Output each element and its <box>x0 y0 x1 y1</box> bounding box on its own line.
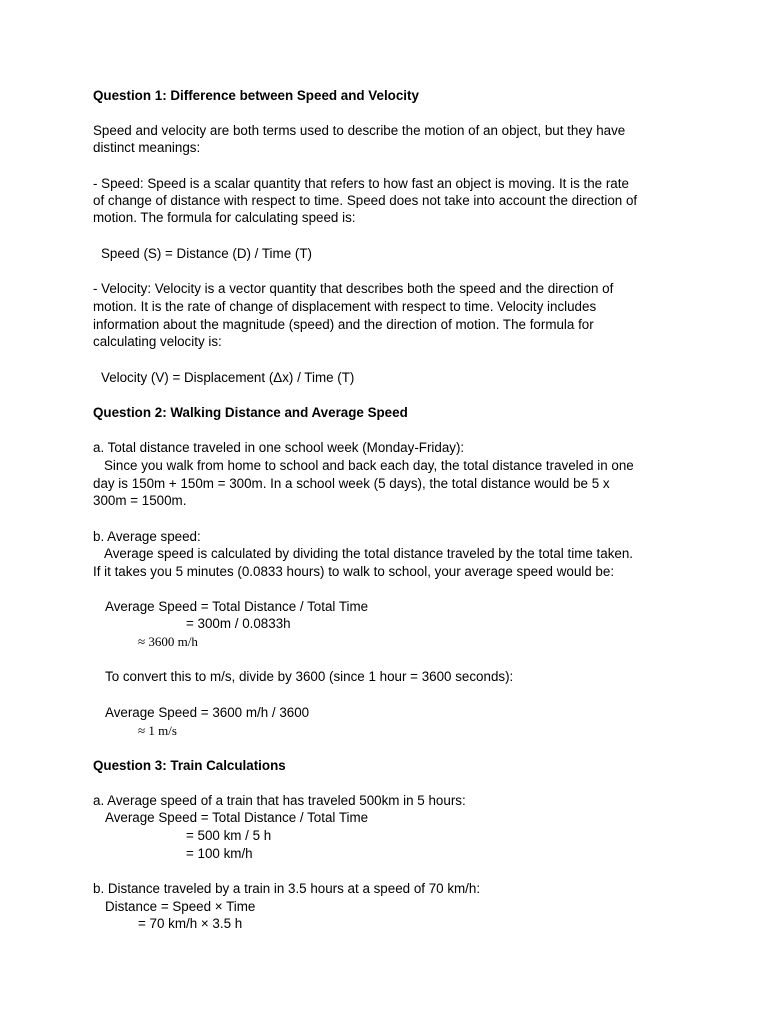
speed-formula: Speed (S) = Distance (D) / Time (T) <box>101 246 312 261</box>
q1-speed-line-3: motion. The formula for calculating speed is: <box>93 210 356 225</box>
q3-a-line-3: = 100 km/h <box>186 846 253 861</box>
q1-velocity-line-4: calculating velocity is: <box>93 334 222 349</box>
q2-b-line-2: If it takes you 5 minutes (0.0833 hours) to walk to school, your average speed would be: <box>93 564 615 579</box>
q1-velocity-line-2: motion. It is the rate of change of displacement with respect to time. Velocity includes <box>93 299 597 314</box>
q1-heading: Question 1: Difference between Speed and Velocity <box>93 88 419 103</box>
q2-a-line-3: 300m = 1500m. <box>93 493 187 508</box>
q3-a-title: a. Average speed of a train that has traveled 500km in 5 hours: <box>93 793 466 808</box>
q2-a-title: a. Total distance traveled in one school week (Monday-Friday): <box>93 440 465 455</box>
q2-a-line-2: day is 150m + 150m = 300m. In a school week (5 days), the total distance would be 5 x <box>93 476 610 491</box>
q3-b-title: b. Distance traveled by a train in 3.5 hours at a speed of 70 km/h: <box>93 881 481 896</box>
q1-velocity-line-3: information about the magnitude (speed) and the direction of motion. The formula for <box>93 317 594 332</box>
q3-b-line-2: = 70 km/h × 3.5 h <box>138 916 243 931</box>
q1-speed-line-1: - Speed: Speed is a scalar quantity that refers to how fast an object is moving. It is the rate <box>93 176 629 191</box>
q3-heading: Question 3: Train Calculations <box>93 758 286 773</box>
velocity-formula: Velocity (V) = Displacement (Δx) / Time (T) <box>101 370 355 385</box>
q2-convert-line: To convert this to m/s, divide by 3600 (since 1 hour = 3600 seconds): <box>105 669 514 684</box>
q2-calc-line-2: = 300m / 0.0833h <box>186 616 291 631</box>
q1-intro-line-1: Speed and velocity are both terms used to describe the motion of an object, but they have <box>93 123 626 138</box>
q2-calc-line-1: Average Speed = Total Distance / Total Time <box>105 599 369 614</box>
q1-velocity-line-1: - Velocity: Velocity is a vector quantity that describes both the speed and the direction of <box>93 281 614 296</box>
q1-intro-line-2: distinct meanings: <box>93 140 201 155</box>
q2-heading: Question 2: Walking Distance and Average Speed <box>93 405 408 420</box>
q3-b-line-1: Distance = Speed × Time <box>105 899 256 914</box>
q1-speed-line-2: of change of distance with respect to time. Speed does not take into account the direction of <box>93 193 638 208</box>
q3-a-line-1: Average Speed = Total Distance / Total Time <box>105 810 369 825</box>
q2-b-title: b. Average speed: <box>93 529 201 544</box>
q3-a-line-2: = 500 km / 5 h <box>186 828 272 843</box>
q2-calc-line-4: Average Speed = 3600 m/h / 3600 <box>105 705 310 720</box>
q2-a-line-1: Since you walk from home to school and back each day, the total distance traveled in one <box>104 458 634 473</box>
q2-calc-line-5: ≈ 1 m/s <box>138 723 177 738</box>
q2-calc-line-3: ≈ 3600 m/h <box>138 634 198 649</box>
q2-b-line-1: Average speed is calculated by dividing the total distance traveled by the total time taken. <box>104 546 634 561</box>
